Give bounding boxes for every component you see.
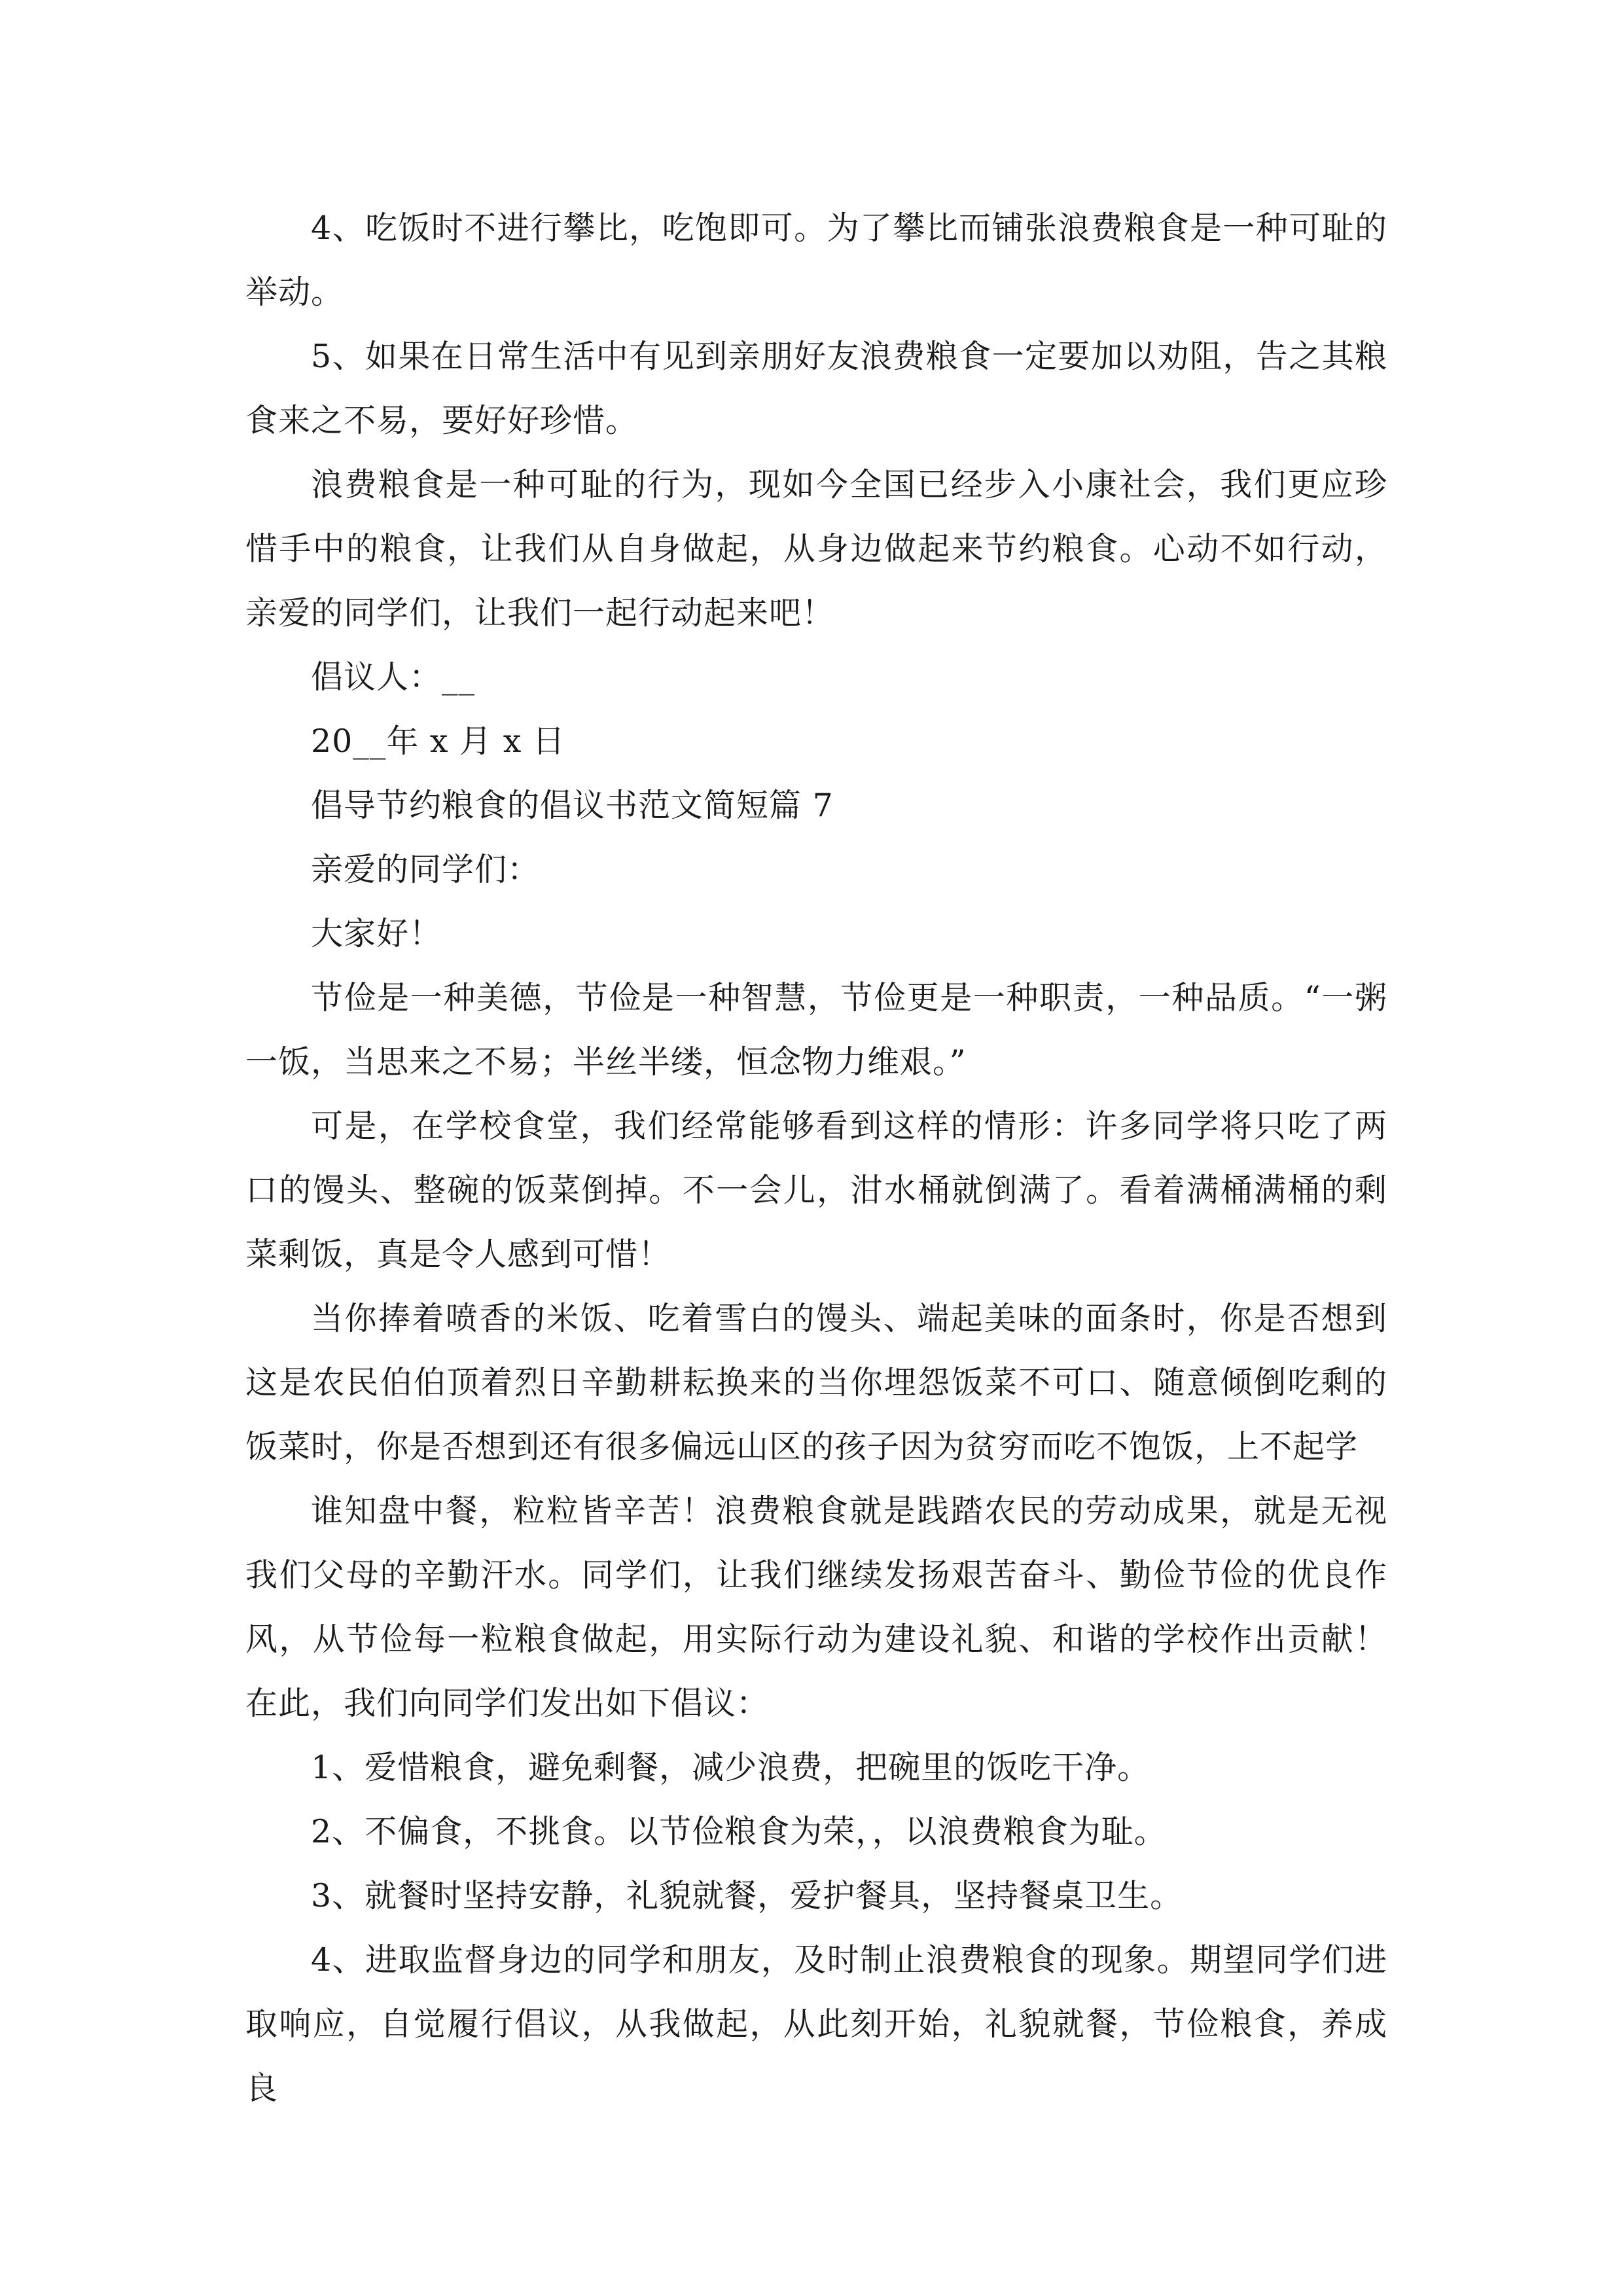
initiator-line: 倡议人：__ <box>311 658 476 696</box>
proposal-item-4: 4、进取监督身边的同学和朋友，及时制止浪费粮食的现象。期望同学们进取响应，自觉履行倡议，从我做起，从此刻开始，礼貌就餐，节俭粮食，养成良 <box>245 1941 1387 2107</box>
section-title: 倡导节约粮食的倡议书范文简短篇 7 <box>311 787 834 824</box>
paragraph-item-4: 4、吃饭时不进行攀比，吃饱即可。为了攀比而铺张浪费粮食是一种可耻的举动。 <box>245 209 1387 311</box>
paragraph-thrift: 节俭是一种美德，节俭是一种智慧，节俭更是一种职责，一种品质。“一粥一饭，当思来之不易；半丝半缕，恒念物力维艰。” <box>245 979 1387 1081</box>
paragraph-conclusion: 浪费粮食是一种可耻的行为，现如今全国已经步入小康社会，我们更应珍惜手中的粮食，让我们从自身做起，从身边做起来节约粮食。心动不如行动，亲爱的同学们，让我们一起行动起来吧！ <box>245 466 1387 632</box>
greeting: 大家好！ <box>311 915 442 952</box>
paragraph-call-to-action: 谁知盘中餐，粒粒皆辛苦！浪费粮食就是践踏农民的劳动成果，就是无视我们父母的辛勤汗水。同学们，让我们继续发扬艰苦奋斗、勤俭节俭的优良作风，从节俭每一粒粮食做起，用实际行动为建设礼貌、和谐的学校作出贡献！在此，我们向同学们发出如下倡议： <box>245 1492 1387 1722</box>
proposal-item-3: 3、就餐时坚持安静，礼貌就餐，爱护餐具，坚持餐桌卫生。 <box>311 1877 1183 1914</box>
paragraph-cafeteria: 可是，在学校食堂，我们经常能够看到这样的情形：许多同学将只吃了两口的馒头、整碗的饭菜倒掉。不一会儿，泔水桶就倒满了。看着满桶满桶的剩菜剩饭，真是令人感到可惜！ <box>245 1107 1387 1273</box>
paragraph-item-5: 5、如果在日常生活中有见到亲朋好友浪费粮食一定要加以劝阻，告之其粮食来之不易，要好好珍惜。 <box>245 338 1387 439</box>
document-body <box>245 196 1387 2121</box>
salutation: 亲爱的同学们： <box>311 851 541 888</box>
proposal-item-2: 2、不偏食，不挑食。以节俭粮食为荣，，以浪费粮食为耻。 <box>311 1813 1167 1850</box>
date-line: 20__年 x 月 x 日 <box>311 723 565 760</box>
paragraph-farmers: 当你捧着喷香的米饭、吃着雪白的馒头、端起美味的面条时，你是否想到这是农民伯伯顶着烈日辛勤耕耘换来的当你埋怨饭菜不可口、随意倾倒吃剩的饭菜时，你是否想到还有很多偏远山区的孩子因为贫穷而吃不饱饭，上不起学 <box>245 1300 1387 1465</box>
proposal-item-1: 1、爱惜粮食，避免剩餐，减少浪费，把碗里的饭吃干净。 <box>311 1749 1150 1786</box>
